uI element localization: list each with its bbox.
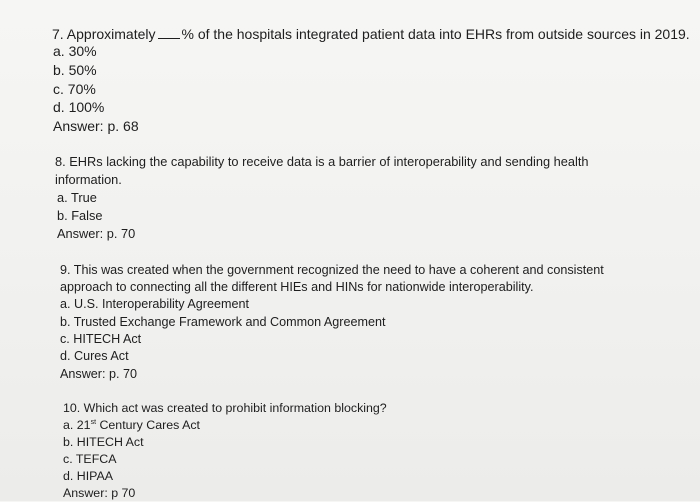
question-10-option-a-prefix: a. 21 — [63, 418, 91, 432]
question-9-option-c: c. HITECH Act — [60, 332, 142, 346]
question-7-option-a: a. 30% — [53, 43, 97, 59]
question-7-stem-end: % of the hospitals integrated patient data into EHRs from outside sources in 2019. — [181, 26, 690, 42]
question-7-answer: Answer: p. 68 — [53, 118, 139, 134]
question-7-option-d: d. 100% — [53, 99, 105, 115]
question-8-option-a: a. True — [57, 190, 97, 205]
question-9-option-a: a. U.S. Interoperability Agreement — [60, 297, 250, 311]
answer-blank — [158, 28, 180, 39]
question-7-stem-start: 7. Approximately — [52, 26, 156, 42]
question-9-stem-line-2: approach to connecting all the different HIEs and HINs for nationwide interoperability. — [60, 280, 534, 294]
question-10-option-c: c. TEFCA — [63, 452, 117, 466]
question-8-option-b: b. False — [57, 208, 103, 223]
question-9-answer: Answer: p. 70 — [60, 367, 138, 381]
ordinal-suffix: st — [90, 418, 97, 426]
question-7-option-c: c. 70% — [53, 81, 96, 97]
question-8-answer: Answer: p. 70 — [57, 226, 136, 241]
question-9-option-d: d. Cures Act — [60, 349, 129, 363]
question-10-option-a-suffix: Century Cares Act — [96, 418, 200, 432]
question-10-option-d: d. HIPAA — [63, 469, 114, 483]
question-10-option-b: b. HITECH Act — [63, 435, 144, 449]
question-9-option-b: b. Trusted Exchange Framework and Common Agreement — [60, 315, 386, 329]
question-7-stem — [52, 25, 690, 43]
question-10-stem: 10. Which act was created to prohibit information blocking? — [63, 401, 387, 415]
question-10-answer: Answer: p 70 — [63, 486, 136, 500]
question-9-stem-line-1: 9. This was created when the government recognized the need to have a coherent and consistent — [60, 263, 604, 277]
question-7-option-b: b. 50% — [53, 62, 97, 78]
question-8-stem-line-2: information. — [55, 172, 122, 187]
question-8-stem-line-1: 8. EHRs lacking the capability to receive data is a barrier of interoperability and sending health — [55, 154, 589, 169]
question-10-option-a — [63, 416, 200, 434]
